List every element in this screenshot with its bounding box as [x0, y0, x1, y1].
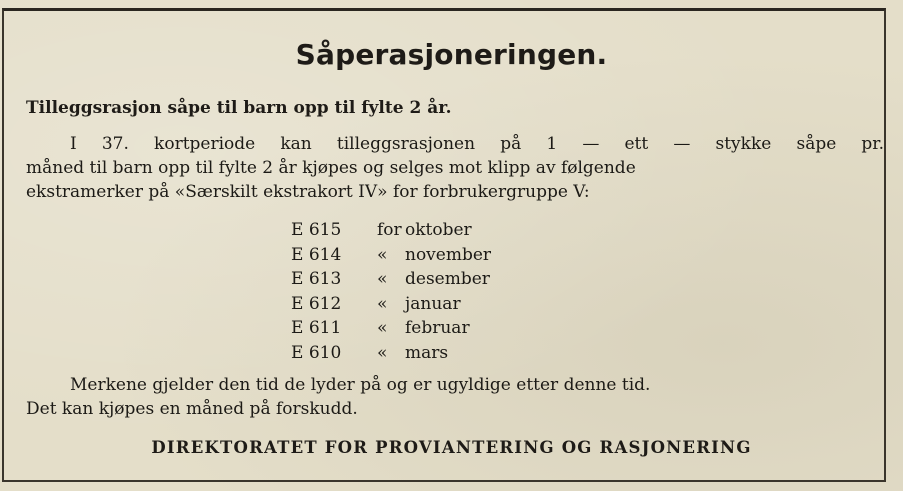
mark-separator: « — [377, 342, 388, 363]
coupon-mark-row — [291, 267, 491, 292]
notice-paragraph — [26, 132, 884, 204]
coupon-mark-row — [291, 292, 491, 317]
paragraph-word: ett — [624, 134, 649, 154]
paragraph-word: kan — [280, 134, 312, 154]
paragraph-word: 1 — [546, 134, 558, 154]
mark-code: E 614 — [291, 244, 342, 265]
paragraph-word: kortperiode — [154, 134, 256, 154]
notice-title: Såperasjoneringen. — [295, 38, 608, 71]
mark-separator: for — [377, 220, 402, 240]
mark-code: E 610 — [291, 342, 342, 363]
mark-code: E 611 — [291, 318, 342, 338]
mark-month: januar — [405, 293, 461, 314]
paragraph-word: på — [500, 134, 522, 154]
mark-code: E 613 — [291, 269, 342, 289]
notice-subtitle: Tilleggsrasjon såpe til barn opp til fylte 2 år. — [26, 98, 452, 118]
closing-line: Det kan kjøpes en måned på forskudd. — [26, 399, 358, 419]
mark-month: november — [405, 244, 492, 265]
paragraph-word: I — [70, 134, 77, 154]
mark-separator: « — [377, 318, 388, 338]
mark-month: desember — [405, 269, 490, 289]
notice-signature: DIREKTORATET FOR PROVIANTERING OG RASJONERING — [151, 438, 752, 457]
mark-month: februar — [405, 318, 470, 338]
paragraph-line — [26, 132, 884, 156]
coupon-mark-list — [291, 218, 491, 365]
paragraph-line: måned til barn opp til fylte 2 år kjøpes og selges mot klipp av følgende — [26, 158, 636, 178]
mark-code: E 612 — [291, 293, 342, 314]
coupon-mark-row — [291, 341, 491, 366]
mark-month: mars — [405, 342, 449, 363]
paragraph-word: stykke — [715, 134, 772, 154]
mark-separator: « — [377, 293, 388, 314]
closing-line: Merkene gjelder den tid de lyder på og er ugyldige etter denne tid. — [70, 375, 651, 395]
paragraph-word: — — [673, 134, 691, 154]
notice-closing — [26, 373, 884, 421]
coupon-mark-row — [291, 316, 491, 341]
mark-separator: « — [377, 244, 388, 265]
paragraph-word: såpe — [796, 134, 837, 154]
mark-separator: « — [377, 269, 388, 289]
paragraph-word: 37. — [101, 134, 129, 154]
paragraph-word: — — [582, 134, 600, 154]
mark-month: oktober — [405, 220, 472, 240]
paragraph-line: ekstramerker på «Særskilt ekstrakort IV» for forbrukergruppe V: — [26, 182, 590, 202]
paragraph-word: pr. — [861, 134, 884, 154]
paragraph-word: tilleggsrasjonen — [336, 134, 476, 154]
coupon-mark-row — [291, 218, 491, 243]
mark-code: E 615 — [291, 220, 342, 240]
coupon-mark-row — [291, 243, 491, 268]
